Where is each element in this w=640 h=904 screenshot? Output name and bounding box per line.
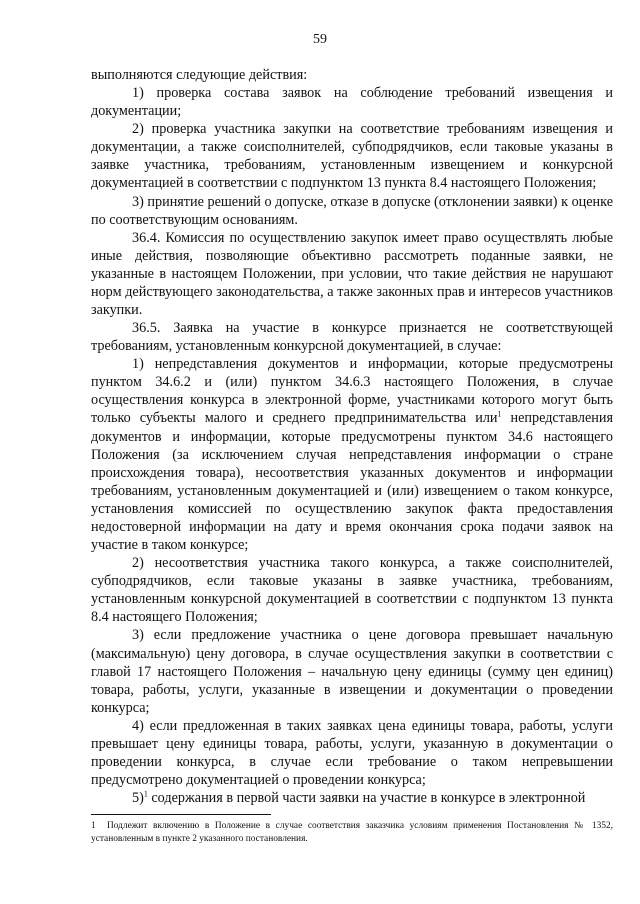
footnote-divider xyxy=(91,814,271,815)
paragraph-intro: выполняются следующие действия: xyxy=(91,67,308,83)
footnote-ref: 1 xyxy=(143,789,148,799)
page-number: 59 xyxy=(313,32,327,47)
item-1-text-after: непредставления документов и информации, которые предусмотрены пунктом 34.6 настоящего Положения (за исключением случая непредставления информации о стране происхождения товара), несоответствия указанных документов и информации требованиям, установленным документацией и (или) извещением о таком конкурсе, установления комиссией по осуществлению закупок факта предоставления недостоверной информации на дату и время окончания срока подачи заявок на участие в таком конкурсе; xyxy=(91,410,613,554)
item-5-text-after: содержания в первой части заявки на участие в конкурсе в электронной xyxy=(147,790,586,807)
footnote-text: Подлежит включению в Положение в случае соответствия заказчика условиям применения Постановления № 1352, установленным в пункте 2 указанного постановления. xyxy=(91,821,613,844)
item-5-text-before: 5) xyxy=(132,790,144,807)
footnote-mark: 1 xyxy=(91,821,96,831)
paragraph-36-5-item-2: 2) несоответствия участника такого конкурса, а также соисполнителей, субподрядчиков, если таковые указаны в заявке участника, требованиям, установленным конкурсной документацией в соответствии с подпунктом 13 пункта 8.4 настоящего Положения; xyxy=(91,555,613,626)
body-text xyxy=(91,66,613,807)
paragraph-36-5-item-4: 4) если предложенная в таких заявках цена единицы товара, работы, услуги превышает цену единицы товара, работы, услуги, указанную в документации о проведении конкурса, в случае если требование о таком непревышении предусмотрено документацией о проведении конкурса; xyxy=(91,717,613,789)
paragraph-item-2-check-participant: 2) проверка участника закупки на соответствие требованиям извещения и документации, а также соисполнителей, субподрядчиков, если таковые указаны в заявке участника, требованиям, установленным извещением и конкурсной документацией в соответствии с подпунктом 13 пункта 8.4 настоящего Положения; xyxy=(91,121,613,192)
item-1-text-before: 1) непредставления документов и информации, которые предусмотрены пунктом 34.6.2 и (или) пунктом 34.6.3 настоящего Положения, в случае осуществления конкурса в электронной форме, участниками которого могут быть только субъекты малого и среднего предпринимательства или xyxy=(91,356,613,427)
paragraph-item-3-decisions: 3) принятие решений о допуске, отказе в допуске (отклонении заявки) к оценке по соответствующим основаниям. xyxy=(91,193,613,228)
footnote xyxy=(91,820,613,846)
paragraph-36-5-item-5 xyxy=(91,789,613,807)
paragraph-36-5: 36.5. Заявка на участие в конкурсе признается не соответствующей требованиям, установленным конкурсной документацией, в случае: xyxy=(91,320,613,355)
footnote-ref: 1 xyxy=(497,409,502,419)
paragraph-36-4: 36.4. Комиссия по осуществлению закупок имеет право осуществлять любые иные действия, позволяющие объективно рассмотреть поданные заявки, не указанные в настоящем Положении, при условии, что такие действия не нарушают норм действующего законодательства, а также законных прав и интересов участников закупки. xyxy=(91,229,613,319)
paragraph-36-5-item-1 xyxy=(91,355,613,554)
paragraph-36-5-item-3: 3) если предложение участника о цене договора превышает начальную (максимальную) цену договора, в случае осуществления закупки в соответствии с главой 17 настоящего Положения – начальную цену единицы (сумму цен единиц) товара, работы, услуги, указанные в извещении и документации о проведении конкурса; xyxy=(91,627,613,716)
paragraph-item-1-check-composition: 1) проверка состава заявок на соблюдение требований извещения и документации; xyxy=(91,85,613,120)
